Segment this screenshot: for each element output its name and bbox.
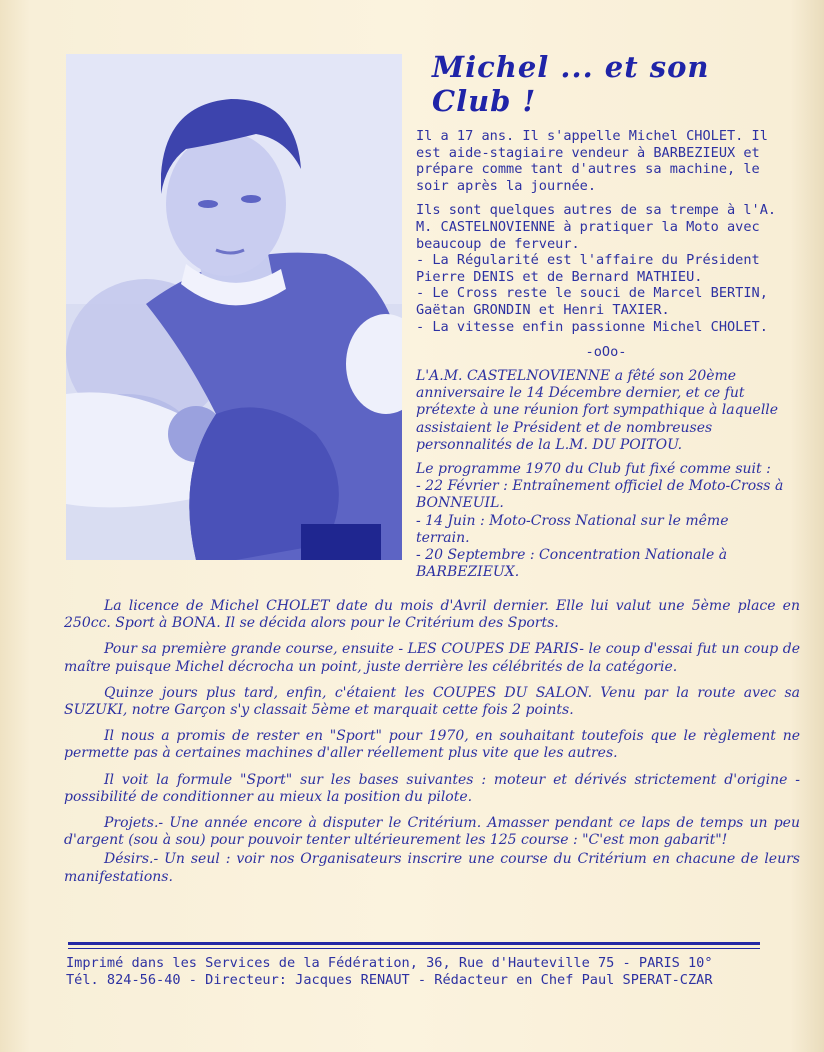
club-item: - 14 Juin : Moto-Cross National sur le même terrain. (416, 512, 729, 546)
intro-paragraph: Il a 17 ans. Il s'appelle Michel CHOLET. Il est aide-stagiaire vendeur à BARBEZIEUX et prépare comme tant d'autres sa machine, le soir après la journée. (416, 128, 768, 194)
intro-item: - La vitesse enfin passionne Michel CHOLET. (416, 318, 768, 335)
club-item: - 22 Février : Entraînement officiel de Moto-Cross à BONNEUIL. (416, 478, 784, 512)
intro-block (416, 128, 786, 335)
body-paragraph: Quinze jours plus tard, enfin, c'étaient les COUPES DU SALON. Venu par la route avec sa SUZUKI, notre Garçon s'y classait 5ème et marquait cette fois 2 points. (64, 684, 800, 719)
body-paragraph: Il voit la formule "Sport" sur les bases suivantes : moteur et dérivés strictement d'origine - possibilité de conditionner au mieux la position du pilote. (64, 771, 800, 805)
body-block (64, 598, 800, 895)
body-paragraph: Il nous a promis de rester en "Sport" pour 1970, en souhaitant toutefois que le règlement ne permette pas à certaines machines d'aller réellement plus vite que les autres. (64, 728, 800, 762)
footer-line: Imprimé dans les Services de la Fédération, 36, Rue d'Hauteville 75 - PARIS 10° (66, 955, 713, 971)
portrait-illustration (66, 54, 402, 560)
footer-rule (68, 942, 760, 945)
club-paragraph: Le programme 1970 du Club fut fixé comme suit : (416, 461, 771, 478)
separator: -oOo- (585, 344, 627, 360)
club-paragraph: L'A.M. CASTELNOVIENNE a fêté son 20ème anniversaire le 14 Décembre dernier, et ce fut prétexte à une réunion fort sympathique à laquelle assistaient le Président et de nombreuses personnalités de la L.M. DU POITOU. (416, 368, 779, 453)
portrait-photo (66, 54, 402, 560)
footer-rule-thin (68, 948, 760, 949)
body-paragraph: Désirs.- Un seul : voir nos Organisateurs inscrire une course du Critérium en chacune de leurs manifestations. (64, 851, 800, 885)
body-paragraph: La licence de Michel CHOLET date du mois d'Avril dernier. Elle lui valut une 5ème place en 250cc. Sport à BONA. Il se décida alors pour le Critérium des Sports. (64, 598, 800, 632)
intro-item: - La Régularité est l'affaire du Président Pierre DENIS et de Bernard MATHIEU. (416, 252, 760, 285)
club-item: - 20 Septembre : Concentration Nationale à BARBEZIEUX. (416, 547, 728, 581)
body-paragraph: Pour sa première grande course, ensuite - LES COUPES DE PARIS- le coup d'essai fut un coup de maître puisque Michel décrocha un point, juste derrière les célébrités de la catégorie. (64, 641, 800, 675)
intro-item: - Le Cross reste le souci de Marcel BERTIN, Gaëtan GRONDIN et Henri TAXIER. (416, 285, 768, 318)
body-paragraph: Projets.- Une année encore à disputer le Critérium. Amasser pendant ce laps de temps un peu d'argent (sou à sou) pour pouvoir tenter ultérieurement les 125 course : "C'est mon gabarit"! (64, 815, 800, 849)
footer-line: Tél. 824-56-40 - Directeur: Jacques RENAUT - Rédacteur en Chef Paul SPERAT-CZAR (66, 971, 713, 988)
footer (66, 955, 806, 988)
club-block (416, 368, 786, 581)
article-title: Michel ... et son Club ! (432, 50, 710, 118)
intro-paragraph: Ils sont quelques autres de sa trempe à l'A. M. CASTELNOVIENNE à pratiquer la Moto avec beaucoup de ferveur. (416, 202, 777, 252)
